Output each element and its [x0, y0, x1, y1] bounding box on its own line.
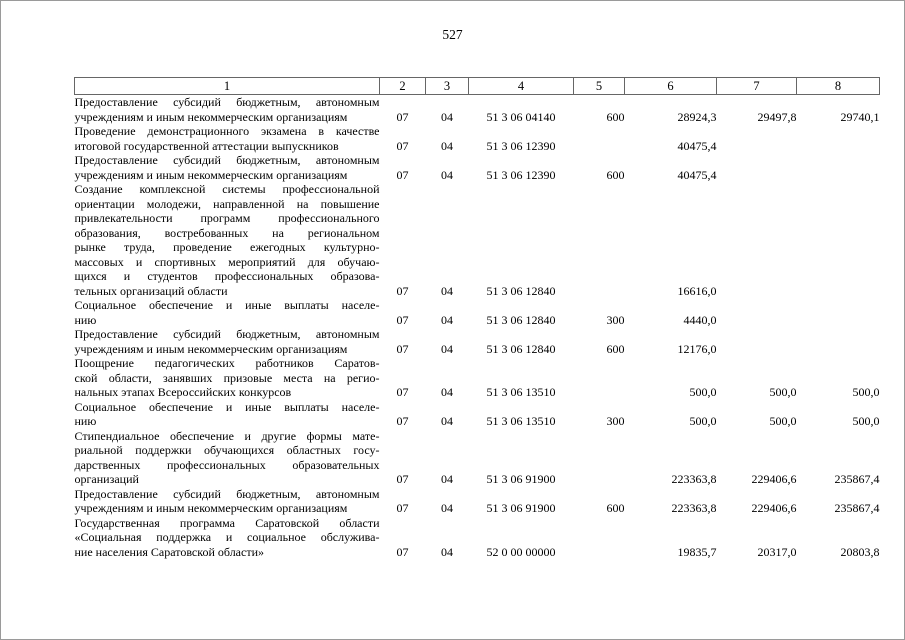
column-header: 7	[717, 78, 797, 95]
description-line: риальной поддержки обучающихся областных госу-	[74, 443, 380, 457]
value-cell	[797, 327, 880, 356]
description-line: Предоставление субсидий бюджетным, автономным	[74, 95, 380, 109]
value-cell: 16616,0	[677, 283, 717, 298]
description-line: массовых и спортивных мероприятий для обучаю-	[74, 254, 380, 269]
column-header: 6	[625, 78, 717, 95]
description-line: учреждениям и иным некоммерческим организациям	[74, 501, 348, 515]
value-cell: 07	[396, 472, 409, 486]
description-line: Социальное обеспечение и иные выплаты населе-	[74, 298, 380, 312]
value-cell: 500,0	[689, 385, 717, 399]
row-description-cell	[75, 298, 380, 327]
value-cell: 600	[606, 109, 625, 124]
budget-table	[74, 77, 880, 559]
description-line: рынке труда, проведение ежегодных культурно-	[74, 240, 380, 254]
value-cell: 07	[396, 167, 409, 182]
table-row	[75, 95, 880, 125]
value-cell	[717, 327, 797, 356]
row-description-cell	[75, 124, 380, 153]
value-cell: 51 3 06 13510	[486, 385, 556, 399]
value-cell: 07	[396, 385, 409, 399]
value-cell: 500,0	[769, 414, 797, 428]
value-cell: 07	[396, 414, 409, 428]
value-cell: 40475,4	[677, 138, 717, 153]
value-cell: 07	[396, 341, 409, 356]
value-cell: 07	[396, 312, 409, 327]
table-row	[75, 153, 880, 182]
table-row	[75, 487, 880, 516]
value-cell	[574, 356, 625, 400]
value-cell	[574, 516, 625, 560]
value-cell: 4440,0	[683, 312, 717, 327]
row-description-cell	[75, 95, 380, 125]
description-line: Предоставление субсидий бюджетным, автономным	[74, 486, 380, 501]
description-line: Поощрение педагогических работников Саратов-	[74, 356, 380, 370]
value-cell: 12176,0	[677, 341, 717, 356]
description-line: «Социальная поддержка и социальное обслужива-	[74, 530, 380, 544]
table-row	[75, 356, 880, 400]
value-cell: 04	[441, 283, 453, 298]
row-description-cell	[75, 487, 380, 516]
value-cell: 29740,1	[840, 109, 880, 124]
value-cell: 600	[606, 341, 625, 356]
description-line: учреждениям и иным некоммерческим организациям	[74, 167, 348, 182]
description-line: ориентации молодежи, направленной на повышение	[74, 196, 380, 211]
row-description-cell	[75, 400, 380, 429]
table-body	[75, 95, 880, 560]
value-cell: 40475,4	[677, 167, 717, 182]
value-cell: 52 0 00 00000	[486, 544, 556, 559]
description-line: учреждениям и иным некоммерческим организациям	[74, 109, 348, 124]
description-line: учреждениям и иным некоммерческим организациям	[74, 341, 348, 356]
description-line: ской области, занявших призовые места на регио-	[74, 370, 380, 385]
value-cell: 51 3 06 13510	[486, 414, 556, 428]
table-row	[75, 400, 880, 429]
value-cell: 04	[441, 109, 453, 124]
value-cell	[717, 153, 797, 182]
value-cell	[574, 429, 625, 487]
value-cell: 20317,0	[757, 544, 797, 559]
value-cell: 28924,3	[677, 109, 717, 124]
value-cell: 07	[396, 109, 409, 124]
value-cell: 500,0	[852, 385, 880, 399]
description-line: Стипендиальное обеспечение и другие формы мате-	[74, 428, 380, 443]
value-cell: 51 3 06 04140	[486, 109, 556, 124]
value-cell: 300	[606, 312, 625, 327]
value-cell: 223363,8	[671, 472, 717, 486]
description-line: нию	[74, 414, 97, 428]
table-row	[75, 327, 880, 356]
description-line: организаций	[74, 472, 139, 486]
value-cell: 51 3 06 12840	[486, 312, 556, 327]
value-cell: 51 3 06 12390	[486, 138, 556, 153]
description-line: Социальное обеспечение и иные выплаты населе-	[74, 399, 380, 414]
value-cell	[797, 124, 880, 153]
row-description-cell	[75, 182, 380, 298]
value-cell: 04	[441, 138, 453, 153]
description-line: нию	[74, 312, 97, 327]
value-cell	[717, 298, 797, 327]
value-cell: 500,0	[769, 385, 797, 399]
value-cell: 04	[441, 341, 453, 356]
description-line: привлекательности программ профессионального	[74, 211, 380, 225]
value-cell: 04	[441, 312, 453, 327]
value-cell: 235867,4	[834, 501, 880, 515]
table-row	[75, 516, 880, 560]
row-description-cell	[75, 327, 380, 356]
value-cell: 07	[396, 501, 409, 515]
value-cell: 51 3 06 91900	[486, 501, 556, 515]
description-line: ние населения Саратовской области»	[74, 544, 265, 559]
column-header: 2	[380, 78, 426, 95]
value-cell: 29497,8	[757, 109, 797, 124]
value-cell: 04	[441, 501, 453, 515]
value-cell: 229406,6	[751, 501, 797, 515]
description-line: тельных организаций области	[74, 283, 228, 298]
value-cell: 500,0	[689, 414, 717, 428]
column-header: 4	[469, 78, 574, 95]
value-cell: 600	[606, 167, 625, 182]
value-cell: 229406,6	[751, 472, 797, 486]
value-cell: 235867,4	[834, 472, 880, 486]
column-header: 1	[75, 78, 380, 95]
value-cell: 07	[396, 283, 409, 298]
table-row	[75, 429, 880, 487]
page-number: 527	[442, 27, 463, 42]
description-line: Проведение демонстрационного экзамена в качестве	[74, 124, 380, 138]
column-header: 5	[574, 78, 625, 95]
value-cell: 51 3 06 12840	[486, 341, 556, 356]
value-cell	[797, 298, 880, 327]
value-cell: 04	[441, 385, 453, 399]
value-cell: 500,0	[852, 414, 880, 428]
value-cell: 04	[441, 167, 453, 182]
value-cell	[574, 182, 625, 298]
value-cell: 20803,8	[840, 544, 880, 559]
value-cell: 51 3 06 12840	[486, 283, 556, 298]
description-line: нальных этапах Всероссийских конкурсов	[74, 385, 292, 399]
value-cell	[574, 124, 625, 153]
description-line: Государственная программа Саратовской области	[74, 515, 380, 530]
value-cell: 07	[396, 544, 409, 559]
description-line: Предоставление субсидий бюджетным, автономным	[74, 327, 380, 341]
value-cell	[717, 124, 797, 153]
description-line: итоговой государственной аттестации выпускников	[74, 138, 339, 153]
value-cell: 300	[606, 414, 625, 428]
column-header: 3	[426, 78, 469, 95]
row-description-cell	[75, 429, 380, 487]
value-cell	[717, 182, 797, 298]
row-description-cell	[75, 516, 380, 560]
table-row	[75, 182, 880, 298]
value-cell: 04	[441, 544, 453, 559]
description-line: щихся и студентов профессиональных образова-	[74, 269, 380, 283]
value-cell	[797, 182, 880, 298]
value-cell: 223363,8	[671, 501, 717, 515]
value-cell: 04	[441, 472, 453, 486]
value-cell: 600	[606, 501, 625, 515]
value-cell: 07	[396, 138, 409, 153]
column-header: 8	[797, 78, 880, 95]
description-line: Предоставление субсидий бюджетным, автономным	[74, 153, 380, 167]
value-cell: 04	[441, 414, 453, 428]
value-cell: 51 3 06 91900	[486, 472, 556, 486]
value-cell: 51 3 06 12390	[486, 167, 556, 182]
table-row	[75, 124, 880, 153]
value-cell: 19835,7	[677, 544, 717, 559]
row-description-cell	[75, 153, 380, 182]
value-cell	[797, 153, 880, 182]
table-header-row	[75, 78, 880, 95]
description-line: Создание комплексной системы профессиональной	[74, 182, 380, 196]
description-line: дарственных профессиональных образовательных	[74, 457, 380, 472]
row-description-cell	[75, 356, 380, 400]
description-line: образования, востребованных на региональном	[74, 225, 380, 240]
table-row	[75, 298, 880, 327]
